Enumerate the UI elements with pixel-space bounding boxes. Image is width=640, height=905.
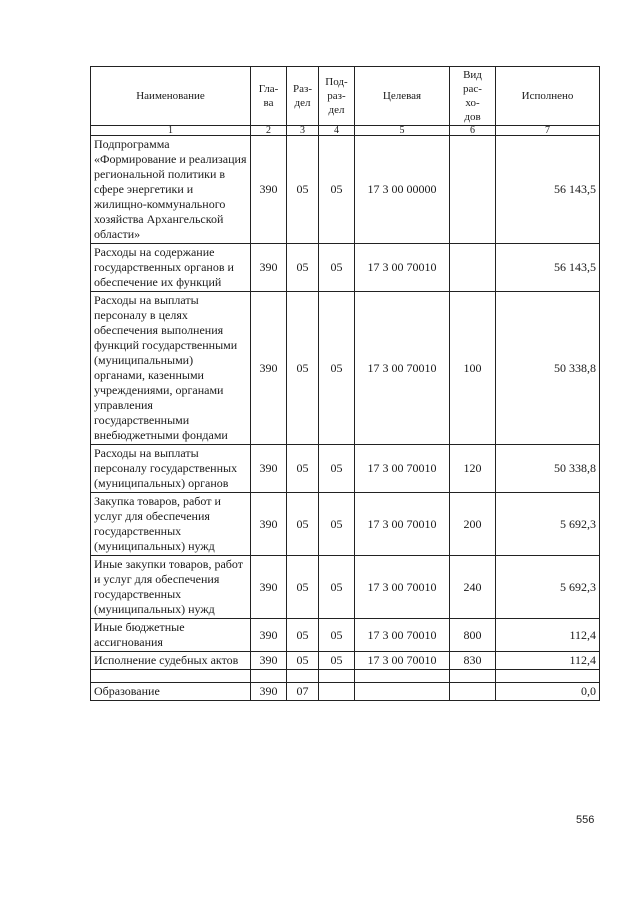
cell-podrazdel: 05 — [319, 292, 355, 445]
cell-ispolneno: 50 338,8 — [496, 445, 600, 493]
header-celevaya: Целевая — [355, 67, 450, 126]
table-row — [91, 136, 600, 244]
cell-name: Расходы на выплаты персоналу государственных (муниципальных) органов — [91, 445, 251, 493]
cell-vid: 200 — [450, 493, 496, 556]
cell-name — [91, 670, 251, 683]
cell-celevaya — [355, 683, 450, 701]
cell-razdel: 05 — [287, 292, 319, 445]
page-number: 556 — [576, 814, 595, 826]
cell-ispolneno: 0,0 — [496, 683, 600, 701]
cell-celevaya: 17 3 00 70010 — [355, 445, 450, 493]
cell-celevaya: 17 3 00 70010 — [355, 292, 450, 445]
cell-ispolneno: 112,4 — [496, 619, 600, 652]
column-number: 6 — [450, 126, 496, 136]
cell-glava: 390 — [251, 292, 287, 445]
cell-podrazdel: 05 — [319, 493, 355, 556]
cell-celevaya: 17 3 00 70010 — [355, 556, 450, 619]
cell-glava: 390 — [251, 445, 287, 493]
table-row — [91, 619, 600, 652]
column-number: 1 — [91, 126, 251, 136]
cell-podrazdel: 05 — [319, 556, 355, 619]
cell-vid — [450, 683, 496, 701]
cell-razdel: 05 — [287, 493, 319, 556]
cell-ispolneno: 5 692,3 — [496, 556, 600, 619]
cell-celevaya: 17 3 00 70010 — [355, 244, 450, 292]
cell-glava: 390 — [251, 493, 287, 556]
cell-celevaya — [355, 670, 450, 683]
column-number: 2 — [251, 126, 287, 136]
cell-razdel — [287, 670, 319, 683]
cell-celevaya: 17 3 00 70010 — [355, 493, 450, 556]
cell-podrazdel: 05 — [319, 445, 355, 493]
table-row — [91, 670, 600, 683]
header-ispolneno: Исполнено — [496, 67, 600, 126]
cell-name: Иные закупки товаров, работ и услуг для обеспечения государственных (муниципальных) нужд — [91, 556, 251, 619]
cell-ispolneno — [496, 670, 600, 683]
header-name: Наименование — [91, 67, 251, 126]
cell-ispolneno: 112,4 — [496, 652, 600, 670]
cell-razdel: 05 — [287, 244, 319, 292]
cell-ispolneno: 56 143,5 — [496, 136, 600, 244]
cell-razdel: 05 — [287, 619, 319, 652]
cell-name: Образование — [91, 683, 251, 701]
table-row — [91, 445, 600, 493]
cell-ispolneno: 56 143,5 — [496, 244, 600, 292]
cell-vid — [450, 244, 496, 292]
cell-razdel: 05 — [287, 136, 319, 244]
cell-celevaya: 17 3 00 70010 — [355, 652, 450, 670]
cell-glava — [251, 670, 287, 683]
cell-razdel: 05 — [287, 556, 319, 619]
table-row — [91, 556, 600, 619]
cell-name: Закупка товаров, работ и услуг для обеспечения государственных (муниципальных) нужд — [91, 493, 251, 556]
table-row — [91, 683, 600, 701]
budget-table — [90, 66, 600, 701]
cell-name: Исполнение судебных актов — [91, 652, 251, 670]
cell-ispolneno: 5 692,3 — [496, 493, 600, 556]
cell-podrazdel: 05 — [319, 244, 355, 292]
header-glava: Гла- ва — [251, 67, 287, 126]
cell-podrazdel: 05 — [319, 136, 355, 244]
cell-glava: 390 — [251, 652, 287, 670]
column-number: 3 — [287, 126, 319, 136]
cell-glava: 390 — [251, 683, 287, 701]
column-number: 5 — [355, 126, 450, 136]
cell-razdel: 05 — [287, 652, 319, 670]
cell-name: Подпрограмма «Формирование и реализация региональной политики в сфере энергетики и жилищно-коммунального хозяйства Архангельской области» — [91, 136, 251, 244]
cell-glava: 390 — [251, 556, 287, 619]
table-row — [91, 493, 600, 556]
cell-celevaya: 17 3 00 00000 — [355, 136, 450, 244]
cell-ispolneno: 50 338,8 — [496, 292, 600, 445]
cell-razdel: 07 — [287, 683, 319, 701]
cell-vid: 800 — [450, 619, 496, 652]
header-podrazdel: Под- раз- дел — [319, 67, 355, 126]
cell-name: Иные бюджетные ассигнования — [91, 619, 251, 652]
cell-podrazdel — [319, 683, 355, 701]
header-row — [91, 67, 600, 126]
column-number-row — [91, 126, 600, 136]
column-number: 4 — [319, 126, 355, 136]
table-row — [91, 244, 600, 292]
column-number: 7 — [496, 126, 600, 136]
cell-glava: 390 — [251, 244, 287, 292]
cell-glava: 390 — [251, 619, 287, 652]
cell-podrazdel: 05 — [319, 619, 355, 652]
cell-glava: 390 — [251, 136, 287, 244]
cell-name: Расходы на выплаты персоналу в целях обеспечения выполнения функций государственными (муниципальными) органами, казенными учреждениями, органами управления государственными внебюджетными фондами — [91, 292, 251, 445]
cell-vid: 240 — [450, 556, 496, 619]
cell-podrazdel: 05 — [319, 652, 355, 670]
header-razdel: Раз- дел — [287, 67, 319, 126]
cell-celevaya: 17 3 00 70010 — [355, 619, 450, 652]
table-row — [91, 652, 600, 670]
cell-vid: 100 — [450, 292, 496, 445]
cell-vid — [450, 136, 496, 244]
cell-vid: 120 — [450, 445, 496, 493]
cell-vid: 830 — [450, 652, 496, 670]
header-vid: Вид рас- хо- дов — [450, 67, 496, 126]
table-row — [91, 292, 600, 445]
cell-name: Расходы на содержание государственных органов и обеспечение их функций — [91, 244, 251, 292]
cell-razdel: 05 — [287, 445, 319, 493]
cell-podrazdel — [319, 670, 355, 683]
cell-vid — [450, 670, 496, 683]
